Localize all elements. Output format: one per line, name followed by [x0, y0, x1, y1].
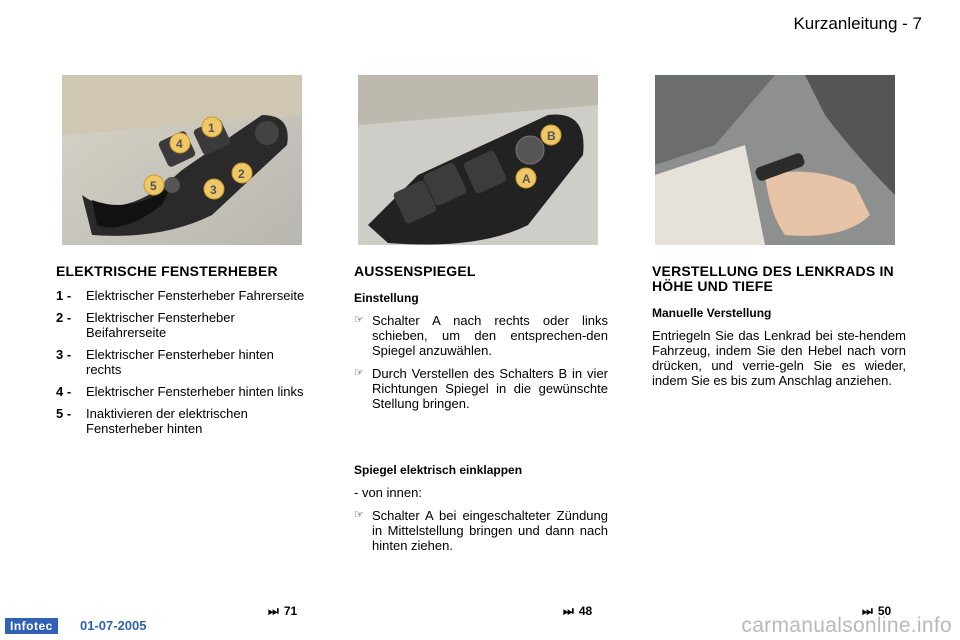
item-text: Elektrischer Fensterheber hinten links [86, 384, 304, 399]
steering-adjust-photo [655, 75, 895, 245]
window-switch-photo [62, 75, 302, 245]
adjust-subheading: Einstellung [354, 291, 419, 305]
callout-5: 5 [150, 179, 157, 193]
skip-arrow-icon: ⏭ [862, 604, 873, 618]
callout-a: A [522, 172, 531, 186]
mirror-switch-photo [358, 75, 598, 245]
window-lifters-section [56, 264, 310, 443]
item-text: Inaktivieren der elektrischen Fensterheber hinten [86, 406, 248, 436]
steering-text: Entriegeln Sie das Lenkrad bei ste-hendem Fahrzeug, indem Sie den Hebel nach vorn drücken, und verrie-geln Sie es wieder, indem Sie es bis zum Anschlag anziehen. [652, 328, 906, 388]
page-title: Kurzanleitung - 7 [793, 14, 922, 33]
steering-heading: VERSTELLUNG DES LENKRADS IN HÖHE UND TIEFE [652, 263, 894, 294]
page-ref-number: 48 [578, 604, 593, 618]
item-text: Elektrischer Fensterheber Beifahrerseite [86, 310, 235, 340]
item-number: 2 - [56, 310, 72, 325]
callout-b: B [547, 129, 556, 143]
list-item [56, 347, 310, 377]
brand-logo: Infotec [5, 618, 58, 634]
page-ref-number: 50 [877, 604, 892, 618]
page-ref-link[interactable] [563, 604, 592, 619]
item-number: 4 - [56, 384, 72, 399]
list-item [56, 310, 310, 340]
window-lifters-heading: ELEKTRISCHE FENSTERHEBER [56, 263, 278, 279]
skip-arrow-icon: ⏭ [268, 604, 279, 618]
steering-section [652, 264, 906, 388]
skip-arrow-icon: ⏭ [563, 604, 574, 618]
manual-subheading: Manuelle Verstellung [652, 306, 772, 320]
pointing-hand-icon: ☞ [354, 367, 364, 379]
fold-dash-text: - von innen: [354, 485, 422, 500]
list-item [354, 508, 608, 553]
item-number: 1 - [56, 288, 72, 303]
edition-date: 01-07-2005 [80, 618, 147, 633]
callout-2: 2 [238, 167, 245, 181]
list-item [56, 384, 310, 399]
page-ref-number: 71 [283, 604, 298, 618]
mirrors-heading: AUSSENSPIEGEL [354, 263, 476, 279]
window-switch-illustration [62, 75, 302, 245]
callout-1: 1 [208, 121, 215, 135]
item-number: 5 - [56, 406, 72, 421]
list-item [354, 313, 608, 358]
pointing-hand-icon: ☞ [354, 314, 364, 326]
item-text: Elektrischer Fensterheber hinten rechts [86, 347, 274, 377]
item-text: Schalter A nach rechts oder links schieben, um den entsprechen-den Spiegel anzuwählen. [372, 313, 608, 358]
item-number: 3 - [56, 347, 72, 362]
fold-subheading: Spiegel elektrisch einklappen [354, 463, 523, 477]
list-item [354, 366, 608, 411]
item-text: Schalter A bei eingeschalteter Zündung in Mittelstellung bringen und dann nach hinten ziehen. [372, 508, 608, 553]
watermark: carmanualsonline.info [741, 614, 952, 637]
item-text: Elektrischer Fensterheber Fahrerseite [86, 288, 305, 303]
list-item [56, 406, 310, 436]
list-item [56, 288, 310, 303]
callout-3: 3 [210, 183, 217, 197]
item-text: Durch Verstellen des Schalters B in vier Richtungen Spiegel in die gewünschte Stellung bringen. [372, 366, 608, 411]
pointing-hand-icon: ☞ [354, 509, 364, 521]
mirror-switch-illustration [358, 75, 598, 245]
callout-4: 4 [176, 137, 183, 151]
page-ref-link[interactable] [268, 604, 297, 619]
steering-illustration [655, 75, 895, 245]
mirrors-section [354, 264, 608, 561]
